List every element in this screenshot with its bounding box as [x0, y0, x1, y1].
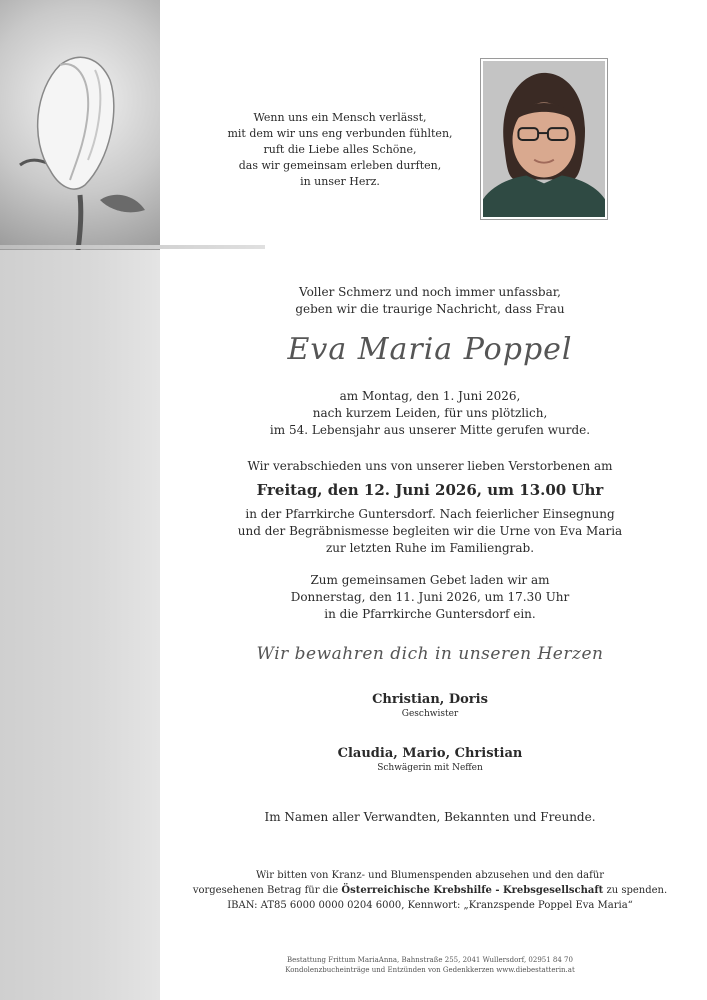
death-info-line: am Montag, den 1. Juni 2026, [339, 389, 521, 403]
rose-icon [0, 0, 160, 250]
motto: Wir bewahren dich in unseren Herzen [256, 644, 604, 664]
portrait-icon [483, 61, 605, 217]
donation-line: Wir bitten von Kranz- und Blumenspenden abzusehen und den dafür [255, 870, 605, 881]
mourner-names: Christian, Doris [372, 692, 488, 707]
decorative-bar [0, 245, 265, 249]
mourner-relation: Schwägerin mit Neffen [377, 763, 483, 773]
charity-name: Österreichische Krebshilfe - Krebsgesellschaft [341, 885, 604, 896]
church-info-line: in der Pfarrkirche Guntersdorf. Nach feierlicher Einsegnung [245, 507, 615, 521]
poem [220, 110, 460, 190]
poem-line: Wenn uns ein Mensch verlässt, [253, 111, 427, 124]
farewell-line: Wir verabschieden uns von unserer lieben Verstorbenen am [247, 459, 613, 473]
poem-line: das wir gemeinsam erleben durften, [238, 159, 442, 172]
mourner-relation: Geschwister [401, 709, 459, 719]
poem-line: mit dem wir uns eng verbunden fühlten, [227, 127, 453, 140]
church-info [190, 506, 670, 557]
donation-notice [190, 868, 670, 913]
intro-line: Voller Schmerz und noch immer unfassbar, [299, 285, 561, 299]
footer-line: Kondolenzbucheinträge und Entzünden von Gedenkkerzen www.diebestatterin.at [285, 966, 575, 974]
iban-line: IBAN: AT85 6000 0000 0204 6000, Kennwort: „Kranzspende Poppel Eva Maria“ [227, 900, 633, 911]
closing-line: Im Namen aller Verwandten, Bekannten und Freunde. [264, 810, 596, 824]
rose-image [0, 0, 160, 250]
mourner-group [190, 746, 670, 773]
donation-text: vorgesehenen Betrag für die [192, 885, 342, 896]
death-info-line: nach kurzem Leiden, für uns plötzlich, [312, 406, 548, 420]
death-info [190, 388, 670, 439]
prayer-info-line: Zum gemeinsamen Gebet laden wir am [310, 573, 550, 587]
deceased-name: Eva Maria Poppel [287, 332, 573, 367]
intro-text [190, 284, 670, 318]
prayer-info-line: in die Pfarrkirche Guntersdorf ein. [324, 607, 536, 621]
footer-line: Bestattung Frittum MariaAnna, Bahnstraße 255, 2041 Wullersdorf, 02951 84 70 [287, 956, 573, 964]
funeral-date: Freitag, den 12. Juni 2026, um 13.00 Uhr [256, 481, 604, 499]
poem-line: ruft die Liebe alles Schöne, [263, 143, 417, 156]
portrait-photo [480, 58, 608, 220]
funeral-home-footer [190, 955, 670, 975]
death-info-line: im 54. Lebensjahr aus unserer Mitte gerufen wurde. [269, 423, 591, 437]
donation-line [190, 883, 670, 898]
intro-line: geben wir die traurige Nachricht, dass Frau [295, 302, 565, 316]
mourner-names: Claudia, Mario, Christian [337, 746, 523, 761]
prayer-info-line: Donnerstag, den 11. Juni 2026, um 17.30 Uhr [290, 590, 570, 604]
poem-line: in unser Herz. [300, 175, 380, 188]
mourner-group [190, 692, 670, 719]
prayer-info [190, 572, 670, 623]
church-info-line: zur letzten Ruhe im Familiengrab. [325, 541, 535, 555]
church-info-line: und der Begräbnismesse begleiten wir die Urne von Eva Maria [237, 524, 623, 538]
donation-text: zu spenden. [603, 885, 668, 896]
